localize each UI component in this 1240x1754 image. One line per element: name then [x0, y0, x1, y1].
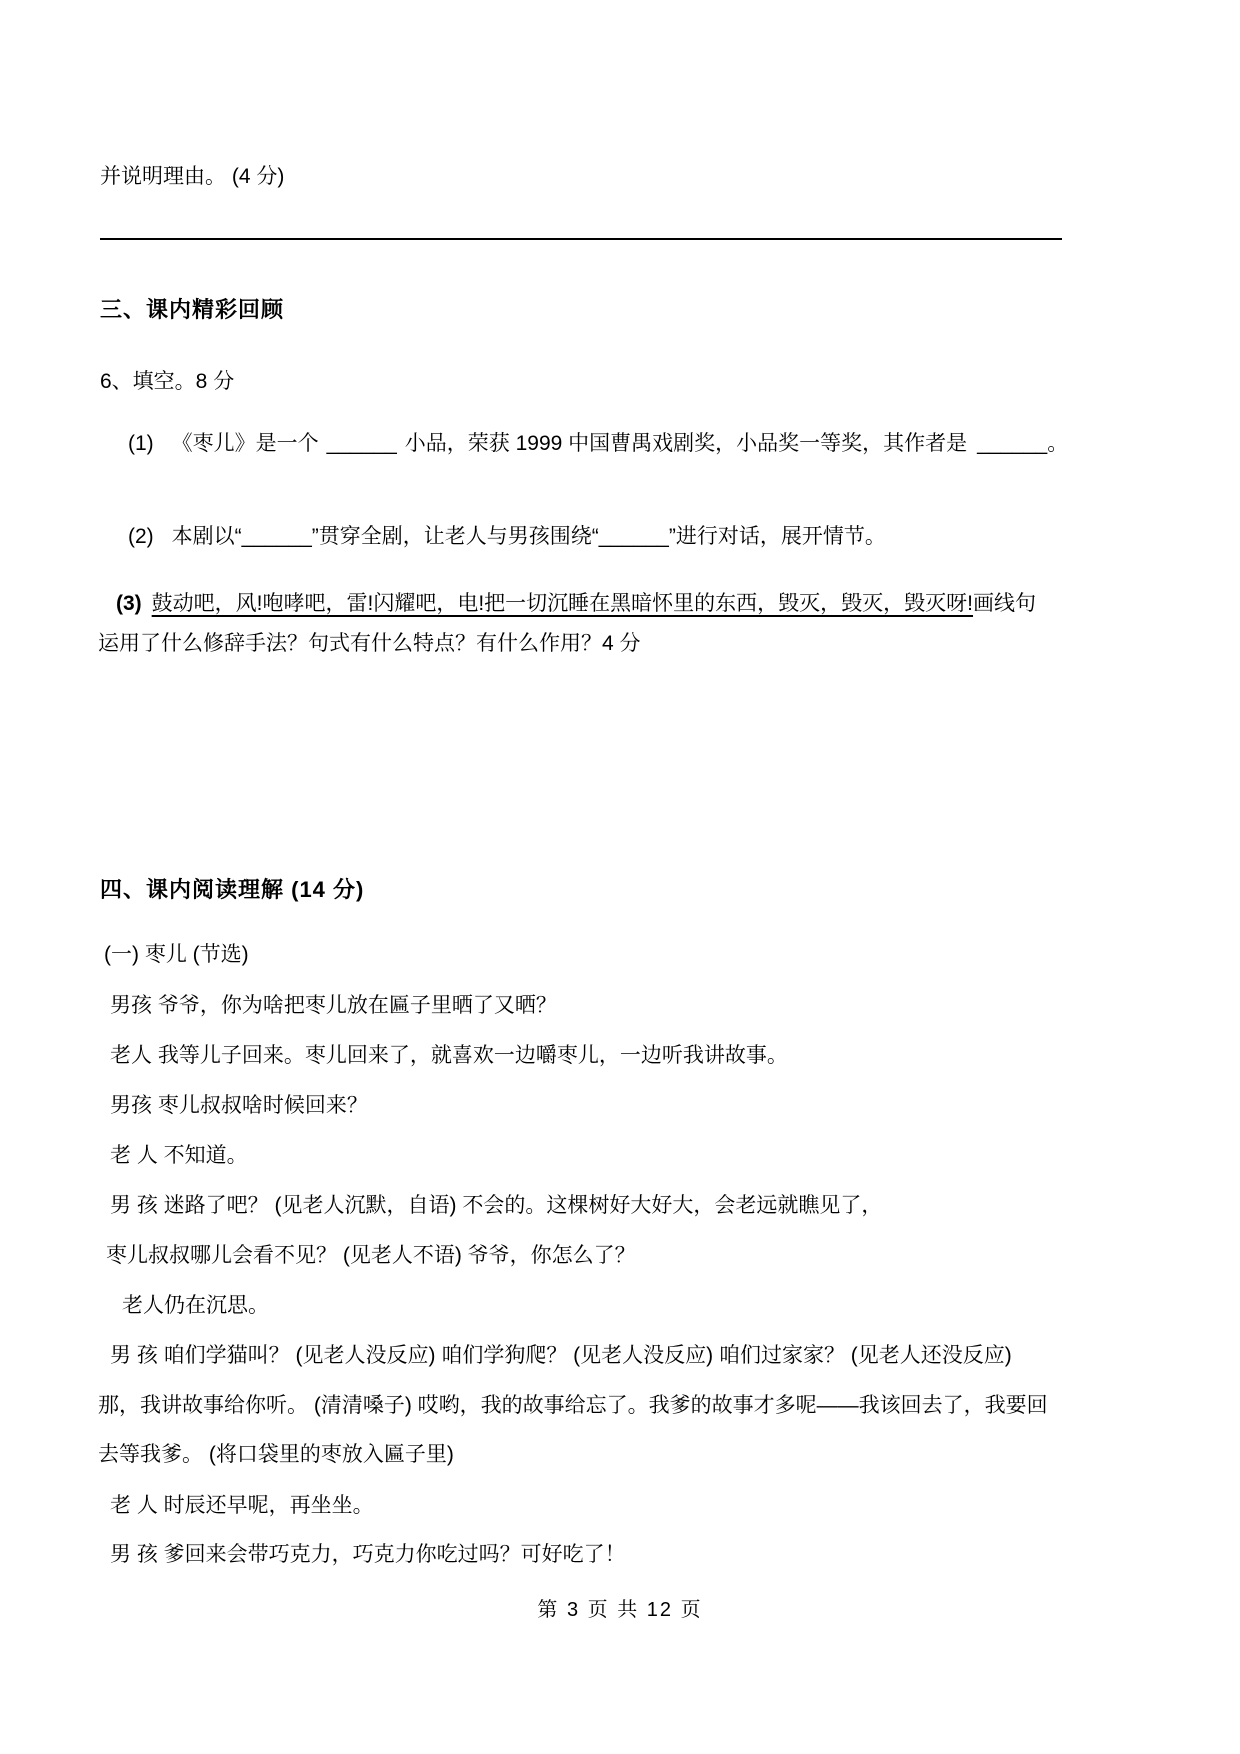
dialogue-line: 男 孩 咱们学猫叫？ (见老人没反应) 咱们学狗爬？ (见老人没反应) 咱们过家家？ (见老人还没反应): [110, 1344, 1012, 1367]
dialogue-line: 老 人 时辰还早呢，再坐坐。: [110, 1494, 374, 1517]
question-6-item-2: [128, 523, 886, 550]
question-6-stem: 6、填空。8 分: [100, 370, 235, 393]
dialogue-line: 老 人 不知道。: [110, 1144, 248, 1167]
fill-in-blank: ______: [241, 525, 312, 548]
section-3-heading: 三、课内精彩回顾: [100, 297, 285, 322]
fill-in-blank: ______: [598, 525, 669, 548]
fill-in-blank: ______: [326, 432, 397, 455]
dialogue-line: 那，我讲故事给你听。 (清清嗓子) 哎哟，我的故事给忘了。我爹的故事才多呢——我该回去了，我要回: [98, 1394, 1048, 1417]
question-6-item-3: [116, 590, 1036, 617]
question-6-item-3-line-2: 运用了什么修辞手法？句式有什么特点？有什么作用？4 分: [98, 632, 641, 655]
dialogue-line: 男 孩 迷路了吧？ (见老人沉默，自语) 不会的。这棵树好大好大，会老远就瞧见了，: [110, 1194, 883, 1217]
item-1-text-c: 。: [1047, 432, 1069, 455]
dialogue-line: 男 孩 爹回来会带巧克力，巧克力你吃过吗？可好吃了！: [110, 1543, 626, 1566]
page-number-footer: 第 3 页 共 12 页: [537, 1599, 703, 1621]
section-4-heading: 四、课内阅读理解 (14 分): [100, 877, 365, 902]
item-1-text-a: 《枣儿》是一个: [171, 432, 319, 455]
fill-in-blank: ______: [977, 432, 1048, 455]
item-2-number: (2): [128, 525, 154, 548]
answer-blank-line: [100, 238, 1062, 240]
item-1-number: (1): [128, 432, 154, 455]
dialogue-line: 男孩 枣儿叔叔啥时候回来？: [110, 1094, 368, 1117]
reason-statement: 并说明理由。 (4 分): [100, 165, 285, 188]
dialogue-line: 老人 我等儿子回来。枣儿回来了，就喜欢一边嚼枣儿，一边听我讲故事。: [110, 1044, 788, 1067]
item-2-text-b: ”贯穿全剧，让老人与男孩围绕“: [311, 525, 599, 548]
dialogue-line: 去等我爹。 (将口袋里的枣放入匾子里): [98, 1443, 454, 1466]
item-3-text-a: 画线句: [973, 592, 1037, 615]
reading-passage-title: (一) 枣儿 (节选): [104, 943, 249, 966]
dialogue-line: 男孩 爷爷，你为啥把枣儿放在匾子里晒了又晒？: [110, 994, 557, 1017]
stage-direction-line: 老人仍在沉思。: [122, 1294, 269, 1317]
item-2-text-c: ”进行对话，展开情节。: [668, 525, 886, 548]
item-3-number: (3): [116, 592, 142, 615]
question-6-item-1: [128, 430, 1068, 457]
item-1-text-b: 小品，荣获 1999 中国曹禺戏剧奖，小品奖一等奖，其作者是: [404, 432, 968, 455]
dialogue-line: 枣儿叔叔哪儿会看不见？ (见老人不语) 爷爷，你怎么了？: [106, 1244, 636, 1267]
item-2-text-a: 本剧以“: [171, 525, 242, 548]
item-3-quoted-underlined: 鼓动吧，风!咆哮吧，雷!闪耀吧，电!把一切沉睡在黑暗怀里的东西，毁灭，毁灭，毁灭呀!: [151, 592, 974, 615]
